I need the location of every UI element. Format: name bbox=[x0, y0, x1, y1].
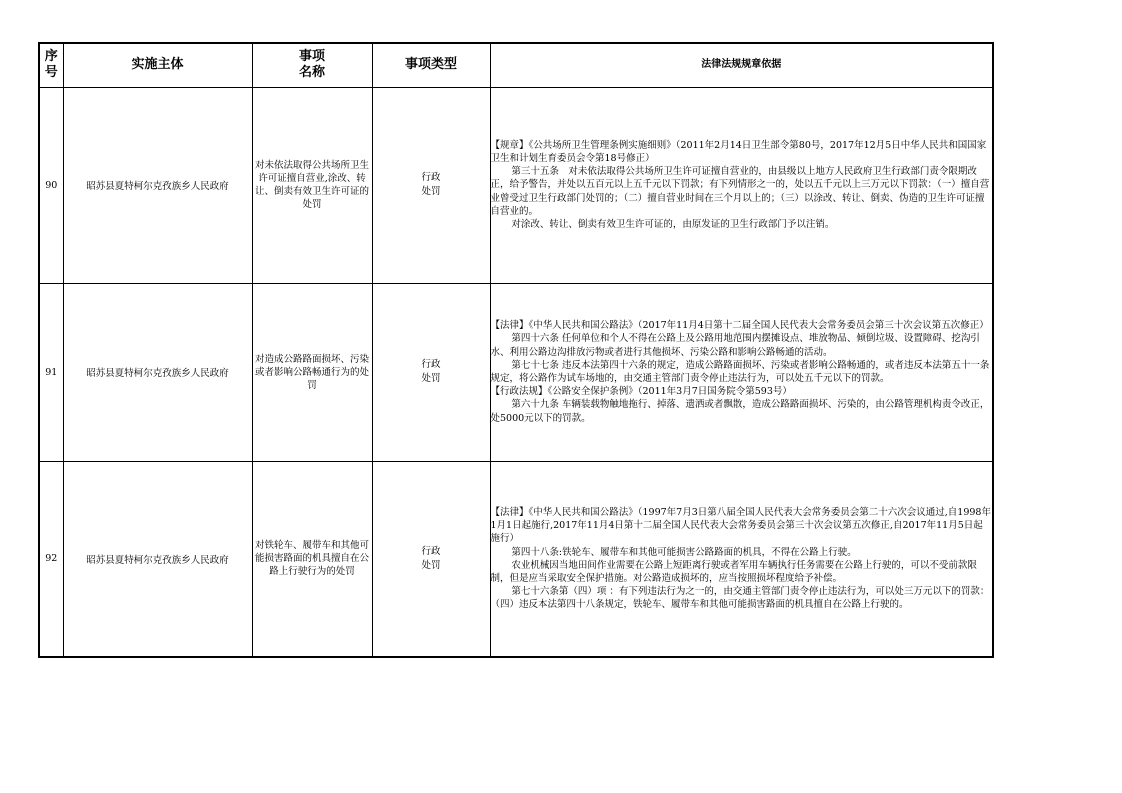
row-legal-basis bbox=[490, 87, 993, 283]
table-row bbox=[39, 283, 993, 461]
table-row bbox=[39, 87, 993, 283]
basis-paragraph: 【法律】《中华人民共和国公路法》（2017年11月4日第十二届全国人民代表大会常务委员会第三十次会议第五次修正） bbox=[490, 320, 989, 332]
row-index: 91 bbox=[39, 283, 63, 461]
row-type-line1: 行政 bbox=[421, 359, 441, 370]
basis-paragraph: 第六十九条 车辆装载物触地拖行、掉落、遗洒或者飘散，造成公路路面损坏、污染的，由公路管理机构责令改正，处5000元以下的罚款。 bbox=[490, 399, 990, 424]
row-legal-basis bbox=[490, 461, 993, 657]
basis-paragraph: 第四十六条 任何单位和个人不得在公路上及公路用地范围内摆摊设点、堆放物品、倾倒垃圾、设置障碍、挖沟引水、利用公路边沟排放污物或者进行其他损坏、污染公路和影响公路畅通的活动。 bbox=[490, 333, 980, 358]
row-subject: 昭苏县夏特柯尔克孜族乡人民政府 bbox=[63, 461, 252, 657]
header-item-name bbox=[252, 43, 372, 87]
row-type-line1: 行政 bbox=[421, 172, 441, 183]
header-name-line2: 名称 bbox=[298, 65, 325, 81]
basis-paragraph: 第七十六条第（四）项 ：有下列违法行为之一的，由交通主管部门责令停止违法行为，可以处三万元以下的罚款：（四）违反本法第四十八条规定，铁轮车、履带车和其他可能损害路面的机具擅自在公路上行驶的。 bbox=[490, 586, 990, 611]
basis-paragraph: 第四十八条:铁轮车、履带车和其他可能损害公路路面的机具，不得在公路上行驶。 bbox=[511, 546, 857, 558]
row-type-line2: 处罚 bbox=[421, 186, 441, 197]
row-item-name: 对铁轮车、履带车和其他可能损害路面的机具擅自在公路上行驶行为的处罚 bbox=[252, 461, 372, 657]
header-item-type: 事项类型 bbox=[372, 43, 490, 87]
basis-paragraph: 【规章】《公共场所卫生管理条例实施细则》（2011年2月14日卫生部令第80号，2017年12月5日中华人民共和国国家卫生和计划生育委员会令第18号修正） bbox=[490, 139, 987, 164]
header-legal-basis: 法律法规规章依据 bbox=[490, 43, 993, 87]
header-name-line1: 事项 bbox=[298, 49, 325, 65]
basis-paragraph: 【行政法规】《公路安全保护条例》（2011年3月7日国务院令第593号） bbox=[490, 386, 792, 398]
row-item-name: 对造成公路路面损坏、污染或者影响公路畅通行为的处罚 bbox=[252, 283, 372, 461]
basis-paragraph: 【法律】《中华人民共和国公路法》（1997年7月3日第八届全国人民代表大会常务委员会第二十六次会议通过,自1998年1月1日起施行,2017年11月4日第十二届全国人民代表大会常务委员会第三十次会议第五次修正,自2017年11月5日起施行） bbox=[490, 506, 991, 545]
row-legal-basis bbox=[490, 283, 993, 461]
table-row bbox=[39, 461, 993, 657]
row-index: 92 bbox=[39, 461, 63, 657]
enforcement-items-table bbox=[38, 42, 994, 658]
row-subject: 昭苏县夏特柯尔克孜族乡人民政府 bbox=[63, 283, 252, 461]
basis-paragraph: 第七十七条 违反本法第四十六条的规定，造成公路路面损坏、污染或者影响公路畅通的，或者违反本法第五十一条规定，将公路作为试车场地的，由交通主管部门责令停止违法行为，可以处五千元以下的罚款。 bbox=[490, 359, 990, 384]
row-item-type bbox=[372, 283, 490, 461]
header-seq-line2: 号 bbox=[44, 65, 58, 81]
basis-paragraph: 对涂改、转让、倒卖有效卫生许可证的，由原发证的卫生行政部门予以注销。 bbox=[511, 219, 835, 230]
basis-paragraph: 第三十五条 对未依法取得公共场所卫生许可证擅自营业的，由县级以上地方人民政府卫生行政部门责令限期改正，给予警告，并处以五百元以上五千元以下罚款；有下列情形之一的，处以五千元以上三万元以下罚款：（一）擅自营业曾受过卫生行政部门处罚的；（二）擅自营业时间在三个月以上的；（三）以涂改、转让、倒卖、伪造的卫生许可证擅自营业的。 bbox=[490, 166, 990, 217]
row-item-type bbox=[372, 87, 490, 283]
header-row bbox=[39, 43, 993, 87]
header-seq bbox=[39, 43, 63, 87]
row-subject: 昭苏县夏特柯尔克孜族乡人民政府 bbox=[63, 87, 252, 283]
basis-paragraph: 农业机械因当地田间作业需要在公路上短距离行驶或者军用车辆执行任务需要在公路上行驶的，可以不受前款限制，但是应当采取安全保护措施。对公路造成损坏的，应当按照损坏程度给予补偿。 bbox=[490, 559, 977, 584]
row-type-line2: 处罚 bbox=[421, 559, 441, 571]
header-subject: 实施主体 bbox=[63, 43, 252, 87]
row-item-type bbox=[372, 461, 490, 657]
row-item-name: 对未依法取得公共场所卫生许可证擅自营业,涂改、转让、倒卖有效卫生许可证的处罚 bbox=[252, 87, 372, 283]
row-type-line1: 行政 bbox=[421, 545, 441, 557]
row-index: 90 bbox=[39, 87, 63, 283]
header-seq-line1: 序 bbox=[44, 49, 58, 65]
row-type-line2: 处罚 bbox=[421, 373, 441, 384]
